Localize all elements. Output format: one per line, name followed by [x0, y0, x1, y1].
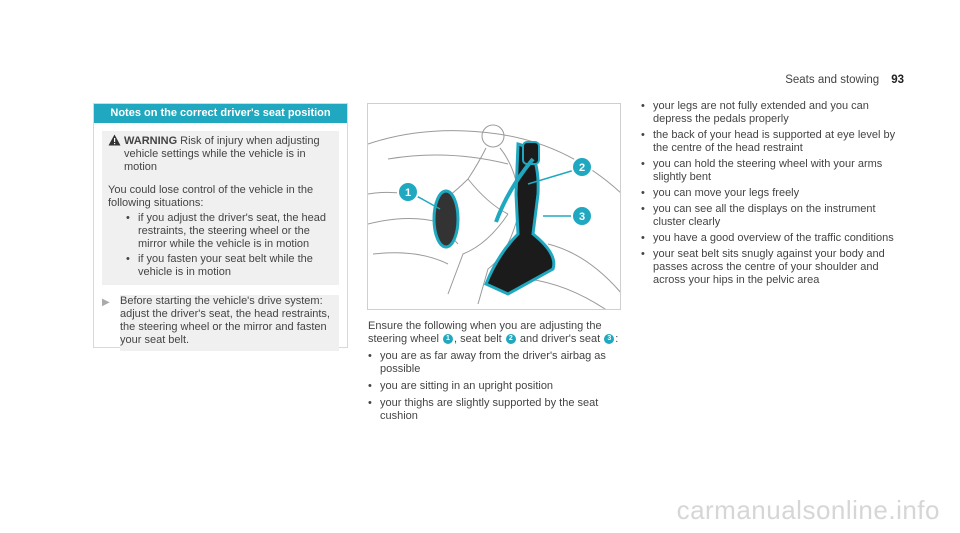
list-item: • you can move your legs freely	[641, 187, 899, 200]
note-text: Before starting the vehicle's drive system: adjust the driver's seat, the head restraints, the steering wheel or the mirror and fasten your seat belt.	[120, 295, 339, 351]
seat-position-illustration	[367, 103, 621, 310]
warning-text: Risk of injury when adjusting vehicle settings while the vehicle is in motion	[124, 135, 320, 173]
list-item: • you can see all the displays on the instrument cluster clearly	[641, 203, 899, 229]
page-header	[785, 74, 904, 86]
intro-text: and driver's seat	[519, 333, 601, 345]
list-item: • your seat belt sits snugly against your body and passes across the centre of your shoulder and across your hips in the pelvic area	[641, 248, 899, 287]
middle-column-text	[368, 320, 628, 423]
callout-2-badge: 2	[506, 334, 516, 344]
page-number: 93	[891, 74, 904, 86]
intro-text: :	[615, 333, 619, 345]
list-item: • you have a good overview of the traffic conditions	[641, 232, 899, 245]
list-item: • you can hold the steering wheel with your arms slightly bent	[641, 158, 899, 184]
list-item: • you are sitting in an upright position	[368, 380, 628, 393]
list-item: • if you adjust the driver's seat, the head restraints, the steering wheel or the mirror while the vehicle is in motion	[126, 212, 333, 251]
warning-intro: You could lose control of the vehicle in the following situations:	[108, 184, 314, 209]
list-item: • your thighs are slightly supported by the seat cushion	[368, 397, 628, 423]
section-title: Seats and stowing	[785, 74, 880, 86]
intro-text: Ensure the following when you are adjusting the steering wheel	[368, 320, 602, 345]
note-block	[102, 295, 339, 351]
safety-notes-box	[93, 103, 348, 348]
middle-intro	[368, 320, 628, 346]
callout-3-label: 3	[578, 211, 586, 223]
intro-text: , seat belt	[454, 333, 502, 345]
warning-icon	[108, 134, 124, 150]
list-item: • if you fasten your seat belt while the vehicle is in motion	[126, 253, 333, 279]
watermark: carmanualsonline.info	[676, 495, 940, 525]
list-item: • your legs are not fully extended and you can depress the pedals properly	[641, 100, 899, 126]
right-column-list	[641, 100, 899, 287]
callout-2-label: 2	[578, 162, 586, 174]
callout-3-badge: 3	[604, 334, 614, 344]
warning-details	[102, 178, 339, 285]
list-item: • you are as far away from the driver's airbag as possible	[368, 350, 628, 376]
warning-keyword: WARNING	[124, 135, 178, 147]
callout-1-label: 1	[404, 187, 412, 199]
list-item: • the back of your head is supported at eye level by the centre of the head restraint	[641, 129, 899, 155]
warning-block	[102, 131, 339, 178]
callout-1-badge: 1	[443, 334, 453, 344]
driver-seat-drawing	[368, 104, 621, 310]
notes-title: Notes on the correct driver's seat position	[94, 104, 347, 123]
note-arrow-icon: ▶	[102, 297, 110, 308]
